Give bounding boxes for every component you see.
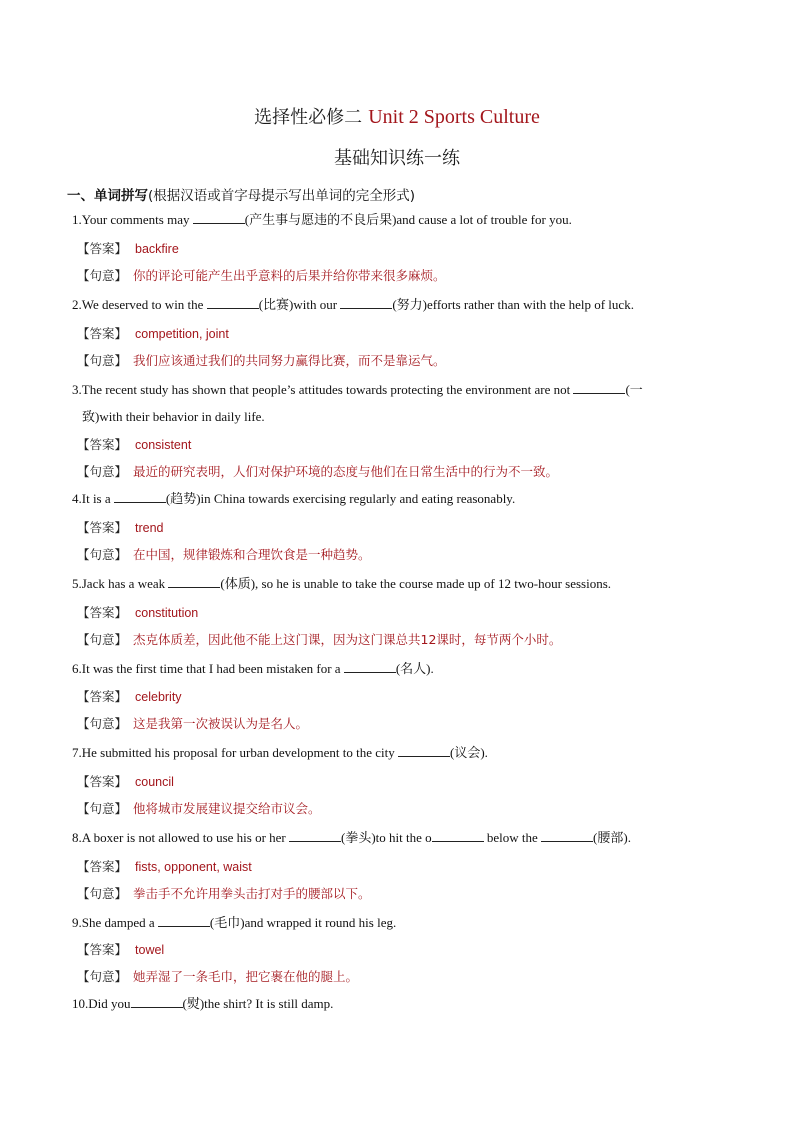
question-text: (努力)efforts rather than with the help of luck. <box>392 297 634 312</box>
answer-line-9 <box>77 940 164 960</box>
translation-line-6 <box>77 714 308 734</box>
answer-value: competition, joint <box>135 327 229 341</box>
translation-label: 【句意】 <box>77 886 128 901</box>
answer-label: 【答案】 <box>77 859 128 874</box>
question-text: It is a <box>81 491 114 506</box>
section-instruction: (根据汉语或首字母提示写出单词的完全形式) <box>148 188 416 204</box>
answer-line-3 <box>77 435 191 455</box>
question-text: (产生事与愿违的不良后果)and cause a lot of trouble for you. <box>244 212 572 227</box>
question-text: Your comments may <box>81 212 193 227</box>
question-text: He submitted his proposal for urban development to the city <box>81 745 399 760</box>
answer-value: fists, opponent, waist <box>135 860 252 874</box>
question-number: 1. <box>72 212 82 227</box>
answer-blank[interactable] <box>207 296 259 309</box>
translation-line-5 <box>77 630 561 650</box>
question-number: 2. <box>72 297 82 312</box>
answer-line-6 <box>77 687 182 707</box>
question-text: Jack has a weak <box>81 576 169 591</box>
answer-line-2 <box>77 324 229 344</box>
answer-blank[interactable] <box>340 296 392 309</box>
question-number: 6. <box>72 661 82 676</box>
question-10 <box>72 994 732 1014</box>
translation-label: 【句意】 <box>77 353 128 368</box>
answer-blank[interactable] <box>432 829 484 842</box>
translation-label: 【句意】 <box>77 716 128 731</box>
question-number: 8. <box>72 830 82 845</box>
translation-line-1 <box>77 266 446 286</box>
translation-line-9 <box>77 967 358 987</box>
question-5 <box>72 574 732 594</box>
translation-line-2 <box>77 351 446 371</box>
question-text: (议会). <box>450 745 488 760</box>
question-text: We deserved to win the <box>81 297 207 312</box>
question-number: 3. <box>72 382 82 397</box>
translation-value: 我们应该通过我们的共同努力赢得比赛，而不是靠运气。 <box>133 353 446 368</box>
question-text: below the <box>483 830 542 845</box>
question-number: 10. <box>72 996 89 1011</box>
answer-label: 【答案】 <box>77 942 128 957</box>
question-9 <box>72 913 732 933</box>
answer-blank[interactable] <box>541 829 593 842</box>
page-title <box>0 103 794 132</box>
answer-blank[interactable] <box>114 490 166 503</box>
question-7 <box>72 743 732 763</box>
question-number: 4. <box>72 491 82 506</box>
answer-blank[interactable] <box>398 744 450 757</box>
question-8 <box>72 828 732 848</box>
question-text-continued: 致)with their behavior in daily life. <box>82 409 265 424</box>
answer-line-8 <box>77 857 252 877</box>
translation-value: 最近的研究表明，人们对保护环境的态度与他们在日常生活中的行为不一致。 <box>133 464 559 479</box>
question-2 <box>72 295 732 315</box>
question-text: (一 <box>625 382 643 397</box>
translation-value: 杰克体质差，因此他不能上这门课，因为这门课总共12课时，每节两个小时。 <box>133 632 562 647</box>
translation-label: 【句意】 <box>77 632 128 647</box>
answer-blank[interactable] <box>158 914 210 927</box>
title-english: Unit 2 Sports Culture <box>368 106 540 128</box>
question-text: (拳头)to hit the o <box>341 830 432 845</box>
question-4 <box>72 489 732 509</box>
answer-value: celebrity <box>135 690 182 704</box>
answer-label: 【答案】 <box>77 689 128 704</box>
answer-blank[interactable] <box>573 381 625 394</box>
answer-value: constitution <box>135 606 199 620</box>
answer-label: 【答案】 <box>77 605 128 620</box>
answer-value: trend <box>135 521 164 535</box>
answer-label: 【答案】 <box>77 437 128 452</box>
answer-blank[interactable] <box>289 829 341 842</box>
question-text: (腰部). <box>593 830 631 845</box>
question-text: (趋势)in China towards exercising regularly and eating reasonably. <box>165 491 516 506</box>
translation-value: 拳击手不允许用拳头击打对手的腰部以下。 <box>133 886 371 901</box>
answer-line-5 <box>77 603 198 623</box>
question-text: It was the first time that I had been mistaken for a <box>81 661 344 676</box>
question-text: A boxer is not allowed to use his or her <box>81 830 289 845</box>
question-text: Did you <box>88 996 131 1011</box>
question-3 <box>72 380 732 427</box>
title-chinese: 选择性必修二 <box>254 107 363 128</box>
answer-blank[interactable] <box>168 575 220 588</box>
answer-line-7 <box>77 772 174 792</box>
question-1 <box>72 210 732 230</box>
question-text: The recent study has shown that people’s attitudes towards protecting the environment are not <box>81 382 574 397</box>
question-text: (名人). <box>395 661 434 676</box>
translation-label: 【句意】 <box>77 801 128 816</box>
answer-line-4 <box>77 518 164 538</box>
translation-value: 他将城市发展建议提交给市议会。 <box>133 801 321 816</box>
translation-label: 【句意】 <box>77 464 128 479</box>
answer-blank[interactable] <box>344 660 396 673</box>
translation-line-4 <box>77 545 371 565</box>
question-text: (毛巾)and wrapped it round his leg. <box>209 915 397 930</box>
translation-label: 【句意】 <box>77 268 128 283</box>
answer-value: backfire <box>135 242 179 256</box>
translation-label: 【句意】 <box>77 969 128 984</box>
translation-line-7 <box>77 799 321 819</box>
question-text: (熨)the shirt? It is still damp. <box>182 996 334 1011</box>
section-heading <box>67 186 415 206</box>
answer-value: consistent <box>135 438 192 452</box>
question-number: 9. <box>72 915 82 930</box>
translation-value: 她弄湿了一条毛巾，把它裹在他的腿上。 <box>133 969 359 984</box>
question-6 <box>72 659 732 679</box>
answer-label: 【答案】 <box>77 241 128 256</box>
question-number: 7. <box>72 745 82 760</box>
section-title: 一、单词拼写 <box>67 188 148 204</box>
question-text: (体质), so he is unable to take the course made up of 12 two-hour sessions. <box>220 576 612 591</box>
translation-line-3 <box>77 462 558 482</box>
answer-blank[interactable] <box>131 995 183 1008</box>
question-number: 5. <box>72 576 82 591</box>
answer-label: 【答案】 <box>77 520 128 535</box>
answer-line-1 <box>77 239 179 259</box>
answer-value: council <box>135 775 174 789</box>
question-text: (比赛)with our <box>258 297 341 312</box>
answer-value: towel <box>135 943 165 957</box>
answer-label: 【答案】 <box>77 774 128 789</box>
translation-value: 你的评论可能产生出乎意料的后果并给你带来很多麻烦。 <box>133 268 446 283</box>
answer-label: 【答案】 <box>77 326 128 341</box>
translation-label: 【句意】 <box>77 547 128 562</box>
translation-line-8 <box>77 884 371 904</box>
translation-value: 这是我第一次被误认为是名人。 <box>133 716 309 731</box>
page-subtitle: 基础知识练一练 <box>334 148 460 169</box>
question-text: She damped a <box>81 915 158 930</box>
answer-blank[interactable] <box>193 211 245 224</box>
translation-value: 在中国，规律锻炼和合理饮食是一种趋势。 <box>133 547 371 562</box>
